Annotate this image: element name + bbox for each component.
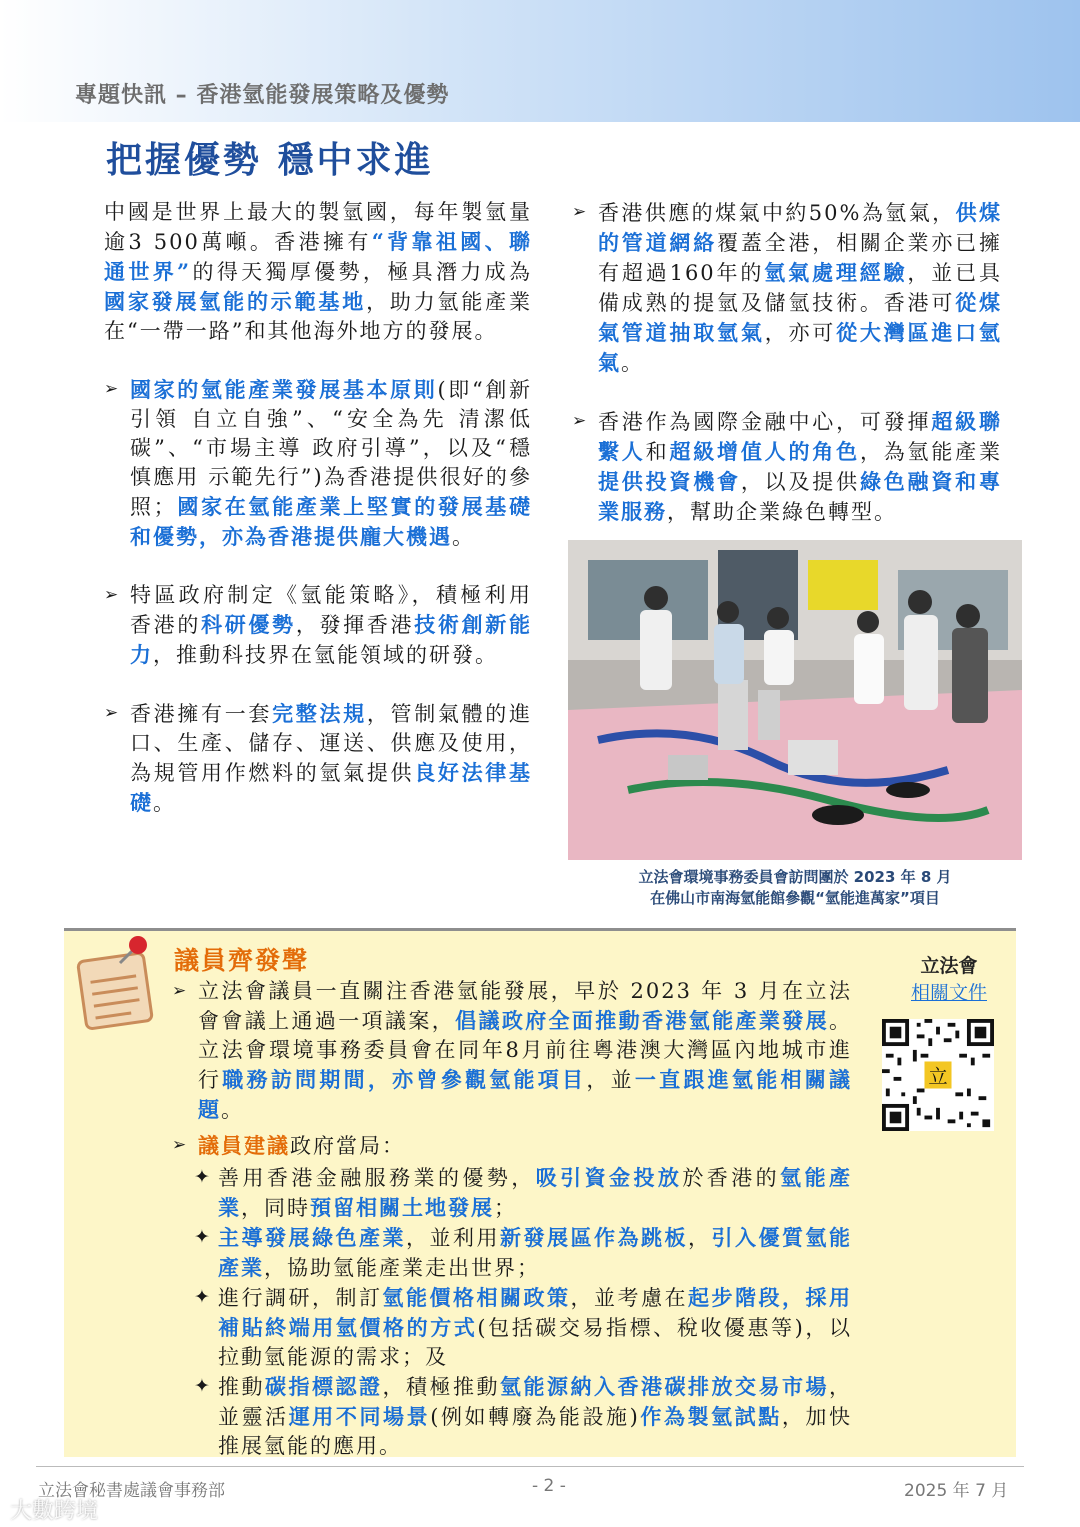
related-documents-link[interactable]: 相關文件 — [910, 982, 987, 1004]
highlighted-text: 國家在氫能產業上堅實的發展基礎和優勢，亦為香港提供龐大機遇 — [130, 494, 532, 549]
highlighted-text: 碳指標認證 — [265, 1374, 383, 1399]
arrow-bullet-icon: ➢ — [572, 202, 589, 222]
star-bullet-icon: ✦ — [194, 1286, 212, 1308]
bullet-finance — [572, 407, 1002, 527]
members-voice-box — [64, 928, 1016, 1457]
bullet-text — [130, 375, 532, 552]
body-text: ，幫助企業綠色轉型。 — [667, 500, 897, 524]
body-text: ，發揮香港 — [295, 613, 415, 637]
body-text: 的得天獨厚優勢，極具潛力成為 — [191, 260, 532, 284]
section-header: 專題快訊 – 香港氫能發展策略及優勢 — [75, 83, 450, 108]
body-text: ，亦可 — [764, 321, 837, 345]
body-text: 。 — [221, 1098, 244, 1122]
highlighted-text: 氫氣處理經驗 — [764, 260, 908, 285]
body-text: (例如轉廢為能設施) — [430, 1405, 640, 1429]
arrow-bullet-icon: ➢ — [104, 703, 121, 723]
highlighted-text: 綠色融資和專業服務 — [598, 469, 1002, 524]
body-text: ，加快推展氫能的應用。 — [218, 1405, 852, 1458]
orange-highlight-text: 議員建議 — [198, 1133, 290, 1158]
body-text: ， — [688, 1226, 712, 1250]
body-text: 覆蓋全港，相關企業亦已擁有超過160年的 — [598, 231, 1002, 285]
body-text: 香港作為國際金融中心，可發揮 — [598, 410, 932, 434]
body-text: 中國是世界上最大的製氫國，每年製氫量逾3 500萬噸。香港擁有 — [104, 200, 532, 254]
bullet-text — [598, 407, 1002, 527]
bullet-text — [598, 198, 1002, 378]
bullet-principles — [104, 375, 532, 552]
visit-photo — [568, 540, 1022, 860]
highlighted-text: 氫能價格相關政策 — [382, 1285, 571, 1310]
highlighted-text: 職務訪問期間，亦曾參觀氫能項目 — [222, 1067, 587, 1092]
body-text: 進行調研，制訂 — [218, 1286, 383, 1310]
suggestion-item — [172, 1283, 852, 1372]
caption-line-1: 立法會環境事務委員會訪問團於 2023 年 8 月 — [638, 868, 952, 886]
qr-logo: 立 — [928, 1065, 948, 1089]
legco-label: 立法會 — [920, 955, 978, 977]
notepad-pin-icon — [72, 935, 164, 1031]
caption-line-2: 在佛山市南海氫能館參觀“氫能進萬家”項目 — [650, 889, 940, 907]
box-title: 議員齊發聲 — [174, 946, 310, 975]
arrow-bullet-icon: ➢ — [172, 981, 189, 1001]
body-text: ，並 — [586, 1068, 635, 1092]
footer-page-number: - 2 - — [532, 1476, 566, 1496]
bullet-regulation — [104, 699, 532, 818]
bullet-text — [198, 1131, 852, 1161]
suggestion-text — [218, 1223, 852, 1283]
body-text: 特區政府制定《氫能策略》，積極利用香港的 — [130, 583, 532, 637]
suggestion-item — [172, 1372, 852, 1461]
footer-divider — [36, 1466, 1024, 1467]
bullet-text — [198, 977, 852, 1125]
watermark: 大數跨境 — [10, 1499, 99, 1524]
body-text: 和 — [645, 440, 670, 464]
suggestion-item — [172, 1163, 852, 1223]
highlighted-text: 預留相關土地發展 — [310, 1195, 494, 1220]
suggestion-text — [218, 1283, 852, 1372]
suggestion-text — [218, 1372, 852, 1461]
body-text: 。 — [452, 525, 475, 549]
highlighted-text: “背靠祖國、聯通世界” — [104, 229, 532, 284]
body-text: 。 — [621, 351, 644, 375]
photo-caption — [568, 867, 1022, 909]
body-text: ，協助氫能產業走出世界； — [264, 1256, 540, 1280]
highlighted-text: 國家的氫能產業發展基本原則 — [130, 377, 438, 402]
body-text: ，管制氣體的進口、生產、儲存、運送、供應及使用，為規管用作燃料的氫氣提供 — [130, 702, 532, 785]
highlighted-text: 科研優勢 — [201, 612, 296, 637]
qr-code[interactable] — [882, 1019, 994, 1131]
highlighted-text: 超級增值人的角色 — [669, 439, 860, 464]
highlighted-text: 完整法規 — [272, 701, 367, 726]
body-text: 立法會議員一直關注香港氫能發展，早於 2023 年 3 月在立法會會議上通過一項議案， — [198, 979, 852, 1033]
highlighted-text: 供煤的管道網絡 — [598, 200, 1002, 255]
body-text: 。 — [153, 791, 176, 815]
highlighted-text: 主導發展綠色產業 — [218, 1225, 406, 1250]
box-body — [172, 977, 852, 1461]
body-text: 於香港的 — [682, 1166, 781, 1190]
highlighted-text: 運用不同場景 — [288, 1404, 431, 1429]
bullet-text — [130, 699, 532, 818]
body-text: ，助力氫能產業在“一帶一路”和其他海外地方的發展。 — [104, 290, 533, 343]
highlighted-text: 新發展區作為跳板 — [500, 1225, 688, 1250]
right-column — [572, 198, 1002, 556]
highlighted-text: 提供投資機會 — [598, 469, 741, 494]
highlighted-text: 吸引資金投放 — [535, 1165, 683, 1190]
highlighted-text: 國家發展氫能的示範基地 — [104, 289, 367, 314]
star-bullet-icon: ✦ — [194, 1226, 212, 1248]
left-column — [104, 198, 532, 847]
highlighted-text: 從煤氣管道抽取氫氣 — [598, 290, 1002, 345]
footer-date: 2025 年 7 月 — [904, 1481, 1009, 1501]
body-text: ，積極推動 — [382, 1375, 500, 1399]
body-text: 香港供應的煤氣中約50%為氫氣， — [598, 201, 956, 225]
body-text: ，為氫能產業 — [859, 440, 1002, 464]
highlighted-text: 從大灣區進口氫氣 — [598, 320, 1002, 375]
suggestion-item — [172, 1223, 852, 1283]
body-text: ，並利用 — [406, 1226, 500, 1250]
highlighted-text: 氫能源納入香港碳排放交易市場 — [500, 1374, 829, 1399]
body-text: 善用香港金融服務業的優勢， — [218, 1166, 536, 1190]
arrow-bullet-icon: ➢ — [572, 411, 589, 431]
body-text: 政府當局： — [290, 1134, 405, 1158]
highlighted-text: 氫能產業 — [218, 1165, 853, 1220]
body-text: ，以及提供 — [740, 470, 860, 494]
body-text: (包括碳交易指標、稅收優惠等)，以拉動氫能源的需求；及 — [218, 1316, 852, 1369]
body-text: (即“創新引領 自立自強”、“安全為先 清潔低碳”、“市場主導 政府引導”，以及“穩慎應用 示範先行”)為香港提供很好的參照； — [130, 378, 533, 519]
body-text: 。立法會環境事務委員會在同年8月前往粵港澳大灣區內地城市進行 — [198, 1009, 853, 1092]
highlighted-text: 倡議政府全面推動香港氫能產業發展 — [455, 1008, 830, 1033]
highlighted-text: 引入優質氫能產業 — [218, 1225, 852, 1280]
members-bullet-motion — [172, 977, 852, 1125]
body-text: ，並考慮在 — [570, 1286, 688, 1310]
footer-department: 立法會秘書處議會事務部 — [38, 1481, 225, 1501]
members-bullet-suggest — [172, 1131, 852, 1161]
body-text: ； — [494, 1196, 517, 1220]
highlighted-text: 超級聯繫人 — [598, 409, 1002, 464]
body-text: 香港擁有一套 — [130, 702, 273, 726]
highlighted-text: 一直跟進氫能相關議題 — [198, 1067, 853, 1122]
bullet-strategy — [104, 581, 532, 670]
suggestion-text — [218, 1163, 852, 1223]
star-bullet-icon: ✦ — [194, 1375, 212, 1397]
body-text: ，並靈活 — [218, 1375, 852, 1429]
arrow-bullet-icon: ➢ — [104, 585, 121, 605]
arrow-bullet-icon: ➢ — [172, 1135, 189, 1155]
star-bullet-icon: ✦ — [194, 1166, 212, 1188]
arrow-bullet-icon: ➢ — [104, 379, 121, 399]
body-text: ，同時 — [241, 1196, 310, 1220]
bullet-text — [130, 581, 532, 670]
highlighted-text: 技術創新能力 — [130, 612, 532, 667]
highlighted-text: 良好法律基礎 — [130, 760, 532, 815]
body-text: ，推動科技界在氫能領域的研發。 — [153, 643, 498, 667]
intro-paragraph — [104, 198, 532, 346]
highlighted-text: 起步階段，採用補貼終端用氫價格的方式 — [218, 1285, 852, 1340]
body-text: 推動 — [218, 1375, 265, 1399]
body-text: ，並已具備成熟的提氫及儲氫技術。香港可 — [598, 261, 1003, 315]
page-title: 把握優勢 穩中求進 — [106, 140, 434, 181]
bullet-towngas — [572, 198, 1002, 378]
highlighted-text: 作為製氫試點 — [639, 1404, 782, 1429]
exhibition-photo-illustration — [568, 540, 1022, 860]
